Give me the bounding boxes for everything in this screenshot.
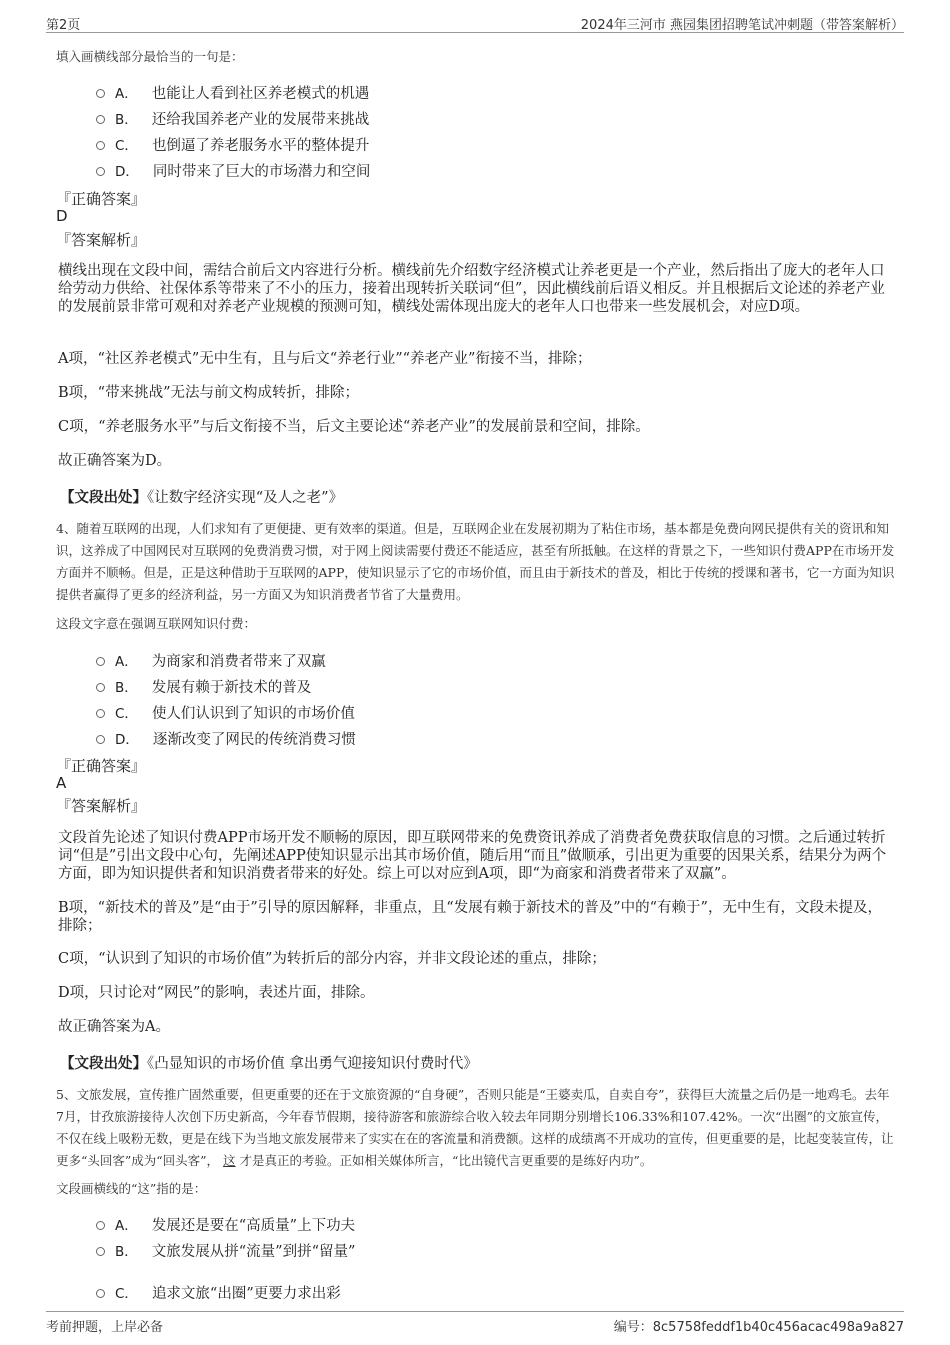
q3-answer: D — [56, 207, 68, 225]
q4-option-d[interactable]: D． 逐渐改变了网民的传统消费习惯 — [96, 728, 356, 749]
radio-icon[interactable] — [96, 1221, 105, 1230]
q3-analysis-c: C项，“养老服务水平”与后文衔接不当，后文主要论述“养老产业”的发展前景和空间，排除。 — [58, 419, 650, 435]
q4-source: 【文段出处】《凸显知识的市场价值 拿出勇气迎接知识付费时代》 — [60, 1055, 478, 1072]
page-number: 第2页 — [46, 18, 81, 33]
q5-option-b[interactable]: B． 文旅发展从拼“流量”到拼“留量” — [96, 1240, 355, 1261]
radio-icon[interactable] — [96, 115, 105, 124]
footer-slogan: 考前押题，上岸必备 — [46, 1320, 164, 1335]
radio-icon[interactable] — [96, 141, 105, 150]
q5-passage: 5、文旅发展，宣传推广固然重要，但更重要的还在于文旅资源的“自身硬”，否则只能是“王婆卖瓜，自卖自夸”，获得巨大流量之后仍是一地鸡毛。去年7月，甘孜旅游接待人次创下历史新高，今年春节假期，接待游客和旅游综合收入较去年同期分别增长106.33%和107.42%。一次“出圈”的文旅宣传，不仅在线上吸粉无数，更是在线下为当地文旅发展带来了实实在在的客流量和消费额。这样的成绩离不开成功的宣传，但更重要的是，比起变装宣传，让更多“头回客”成为“回头客”， 这 才是真正的考验。正如相关媒体所言，“比出镜代言更重要的是练好内功”。 — [56, 1087, 894, 1168]
q4-answer-label: 『正确答案』 — [56, 757, 147, 775]
q4-analysis-d: D项，只讨论对“网民”的影响，表述片面，排除。 — [58, 985, 375, 1001]
q4-analysis-conclusion: 故正确答案为A。 — [58, 1019, 170, 1035]
page-footer — [46, 1311, 904, 1336]
radio-icon[interactable] — [96, 683, 105, 692]
q3-analysis-conclusion: 故正确答案为D。 — [58, 453, 172, 469]
q5-prompt: 文段画横线的“这”指的是： — [56, 1181, 207, 1196]
radio-icon[interactable] — [96, 89, 105, 98]
q3-answer-label: 『正确答案』 — [56, 190, 147, 208]
q4-answer: A — [56, 774, 67, 792]
q4-option-c[interactable]: C． 使人们认识到了知识的市场价值 — [96, 702, 355, 723]
q3-analysis-label: 『答案解析』 — [56, 231, 147, 249]
q3-analysis-main: 横线出现在文段中间，需结合前后文内容进行分析。横线前先介绍数字经济模式让养老更是一个产业，然后指出了庞大的老年人口给劳动力供给、社保体系等带来了不小的压力，接着出现转折关联词“但”，因此横线前后语义相反。并且根据后文论述的养老产业的发展前景非常可观和对养老产业规模的预测可知，横线处需体现出庞大的老年人口也带来一些发展机会，对应D项。 — [58, 263, 885, 315]
radio-icon[interactable] — [96, 1289, 105, 1298]
q3-source: 【文段出处】《让数字经济实现“及人之老”》 — [60, 489, 344, 506]
q5-option-c[interactable]: C． 追求文旅“出圈”更要力求出彩 — [96, 1282, 341, 1303]
q3-option-c[interactable]: C． 也倒逼了养老服务水平的整体提升 — [96, 134, 369, 155]
q4-analysis-c: C项，“认识到了知识的市场价值”为转折后的部分内容，并非文段论述的重点，排除； — [58, 951, 606, 967]
q4-passage: 4、随着互联网的出现，人们求知有了更便捷、更有效率的渠道。但是，互联网企业在发展初期为了粘住市场，基本都是免费向网民提供有关的资讯和知识，这养成了中国网民对互联网的免费消费习惯，对于网上阅读需要付费还不能适应，甚至有所抵触。在这样的背景之下，一些知识付费APP在市场开发方面并不顺畅。但是，正是这种借助于互联网的APP，使知识显示了它的市场价值，而且由于新技术的普及，相比于传统的授课和著书，它一方面为知识提供者赢得了更多的经济利益，另一方面又为知识消费者节省了大量费用。 — [56, 521, 895, 602]
radio-icon[interactable] — [96, 735, 105, 744]
q3-analysis-b: B项，“带来挑战”无法与前文构成转折，排除； — [58, 385, 359, 401]
radio-icon[interactable] — [96, 657, 105, 666]
q4-option-b[interactable]: B． 发展有赖于新技术的普及 — [96, 676, 311, 697]
q4-option-a[interactable]: A． 为商家和消费者带来了双赢 — [96, 650, 326, 671]
document-id: 编号：8c5758feddf1b40c456acac498a9a827 — [613, 1320, 904, 1335]
q3-option-d[interactable]: D． 同时带来了巨大的市场潜力和空间 — [96, 160, 370, 181]
q4-prompt: 这段文字意在强调互联网知识付费： — [56, 616, 257, 631]
q5-underlined-word: 这 — [223, 1153, 236, 1168]
radio-icon[interactable] — [96, 1247, 105, 1256]
page-header — [46, 12, 904, 33]
q3-option-b[interactable]: B． 还给我国养老产业的发展带来挑战 — [96, 108, 369, 129]
q4-analysis-label: 『答案解析』 — [56, 797, 147, 815]
q4-analysis-b: B项，“新技术的普及”是“由于”引导的原因解释，非重点，且“发展有赖于新技术的普及”中的“有赖于”，无中生有，文段未提及，排除； — [58, 900, 882, 934]
q4-analysis-main: 文段首先论述了知识付费APP市场开发不顺畅的原因，即互联网带来的免费资讯养成了消费者免费获取信息的习惯。之后通过转折词“但是”引出文段中心句，先阐述APP使知识显示出其市场价值，随后用“而且”做顺承，引出更为重要的因果关系，结果分为两个方面，即为知识提供者和知识消费者带来的好处。综上可以对应到A项，即“为商家和消费者带来了双赢”。 — [58, 830, 887, 882]
q5-option-a[interactable]: A． 发展还是要在“高质量”上下功夫 — [96, 1214, 355, 1235]
q3-prompt: 填入画横线部分最恰当的一句是： — [56, 49, 244, 64]
radio-icon[interactable] — [96, 709, 105, 718]
radio-icon[interactable] — [96, 167, 105, 176]
document-title: 2024年三河市 燕园集团招聘笔试冲刺题（带答案解析） — [580, 18, 904, 33]
q3-analysis-a: A项，“社区养老模式”无中生有，且与后文“养老行业”“养老产业”衔接不当，排除； — [58, 351, 592, 367]
q3-option-a[interactable]: A． 也能让人看到社区养老模式的机遇 — [96, 82, 369, 103]
